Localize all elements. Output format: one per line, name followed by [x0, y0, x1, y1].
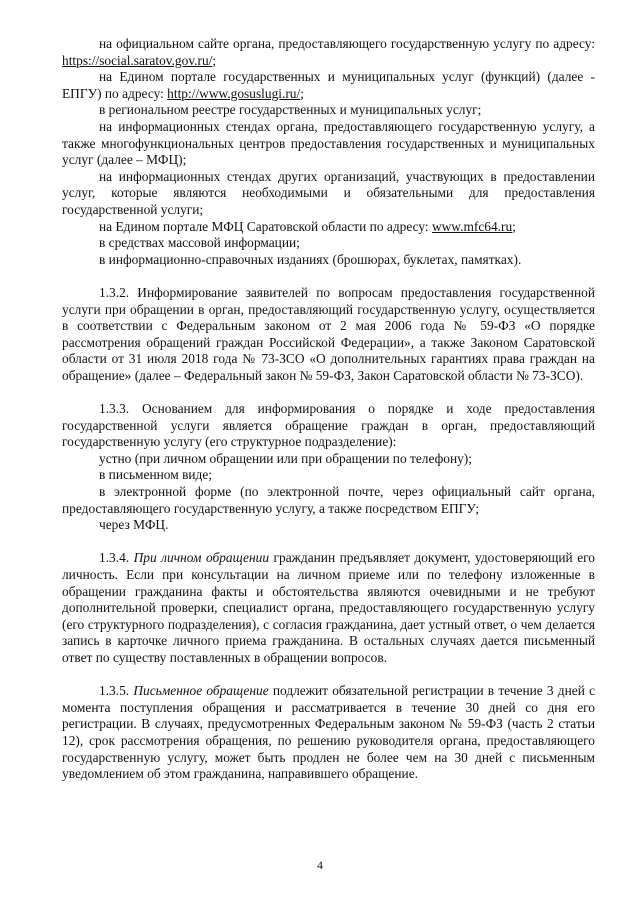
page-number: 4	[317, 858, 323, 872]
paragraph-stands-organ: на информационных стендах органа, предоставляющего государственную услугу, а также многофункциональных центров предоставления государственных и муниципальных услуг (далее – МФЦ);	[62, 118, 595, 168]
paragraph-official-site	[62, 36, 595, 69]
link-mfc64[interactable]: www.mfc64.ru	[431, 218, 513, 234]
paragraph-text: 1.3.4.	[99, 550, 134, 566]
paragraph-text: подлежит обязательной регистрации в течение 3 дней с момента поступления обращения и рассматривается в течение 30 дней со дня его регистрации. В случаях, предусмотренных Федеральным законом № 59-ФЗ (часть 2 статьи 12), срок рассмотрения обращения, по решению руководителя органа, предоставляющего государственную услугу, может быть продлен не более чем на 30 дней с письменным уведомлением об этом гражданина, направившего обращение.	[62, 683, 596, 782]
paragraph-text: ;	[300, 85, 304, 101]
paragraph-electronic: в электронной форме (по электронной почте, через официальный сайт органа, предоставляющего государственную услугу, а также посредством ЕПГУ;	[62, 484, 595, 516]
paragraph-text: ;	[212, 52, 217, 68]
paragraph-epgu	[62, 69, 595, 102]
paragraph-text: на Едином портале МФЦ Саратовской области по адресу:	[99, 218, 432, 234]
paragraph-written: в письменном виде;	[99, 467, 213, 483]
paragraph-text: гражданин предъявляет документ, удостоверяющий его личность. Если при консультации на личном приеме или по телефону изложенные в обращении гражданина факты и обстоятельства являются очевидными и не требуют дополнительной проверки, специалист органа, предоставляющего государственную услугу (его структурного подразделения), с согласия гражданина, дает устный ответ, о чем делается запись в карточке личного приема гражданина. В остальных случаях дается письменный ответ по существу поставленных в обращении вопросов.	[62, 550, 595, 665]
paragraph-1-3-2: 1.3.2. Информирование заявителей по вопросам предоставления государственной услуги при обращении в орган, предоставляющий государственную услугу, осуществляется в соответствии с Федеральным законом от 2 мая 2006 года № 59-ФЗ «О порядке рассмотрения обращений граждан Российской Федерации», а также Законом Саратовской области от 31 июля 2018 года № 73-ЗСО «О дополнительных гарантиях права граждан на обращение» (далее – Федеральный закон № 59-ФЗ, Закон Саратовской области № 73-ЗСО).	[62, 284, 595, 383]
paragraph-media: в средствах массовой информации;	[99, 235, 300, 251]
paragraph-stands-other: на информационных стендах других организаций, участвующих в предоставлении услуг, которые являются необходимыми и обязательными для предоставления государственной услуги;	[62, 168, 595, 217]
paragraph-text: 1.3.5.	[99, 683, 134, 699]
paragraph-text: на Едином портале государственных и муниципальных услуг (функций) (далее - ЕПГУ) по адресу:	[62, 69, 595, 101]
paragraph-text: на официальном сайте органа, предоставляющего государственную услугу по адресу:	[99, 36, 595, 51]
paragraph-mfc-portal	[62, 219, 595, 236]
emphasis-personal-visit: При личном обращении	[133, 550, 270, 566]
paragraph-oral: устно (при личном обращении или при обращении по телефону);	[99, 450, 472, 466]
page-content	[62, 36, 595, 783]
paragraph-text: ;	[512, 218, 516, 234]
paragraph-1-3-3: 1.3.3. Основанием для информирования о порядке и ходе предоставления государственной услуги является обращение граждан в орган, предоставляющий государственную услугу (его структурное подразделение):	[62, 401, 595, 450]
paragraph-1-3-5	[62, 683, 595, 783]
paragraph-1-3-4	[62, 550, 595, 666]
link-social-saratov[interactable]: https://social.saratov.gov.ru/	[62, 52, 213, 68]
link-gosuslugi[interactable]: http://www.gosuslugi.ru/	[167, 85, 301, 101]
paragraph-publications: в информационно-справочных изданиях (брошюрах, буклетах, памятках).	[99, 251, 522, 267]
emphasis-written-appeal: Письменное обращение	[133, 683, 269, 699]
paragraph-via-mfc: через МФЦ.	[99, 517, 169, 533]
paragraph-registry: в региональном реестре государственных и муниципальных услуг;	[99, 102, 482, 118]
